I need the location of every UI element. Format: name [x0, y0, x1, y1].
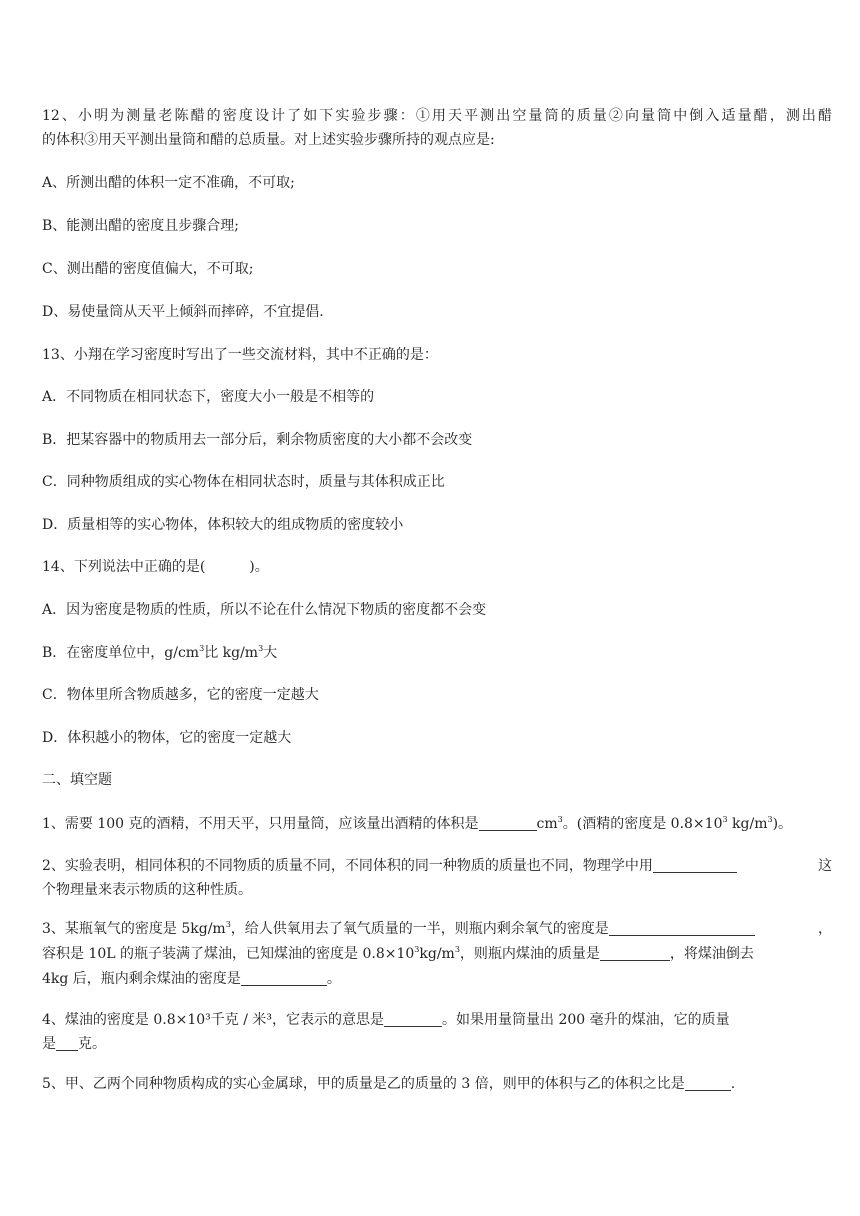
q14-stem-suffix: )。 — [249, 559, 269, 575]
q14-b-text-1: B．在密度单位中，g/cm — [42, 645, 200, 661]
fill-1-sup-1: 3 — [557, 815, 563, 824]
section-title: 二、填空题 — [42, 772, 112, 788]
q14-b-sup-1: 3 — [199, 644, 205, 653]
fill-3-blank-2 — [600, 946, 670, 961]
fill-4-text-2: 。如果用量筒量出 200 毫升的煤油，它的质量 — [442, 1012, 730, 1028]
fill-5-text-2: . — [730, 1076, 736, 1092]
fill-1-text-5: )。 — [772, 816, 793, 832]
fill-4-text-4: 克。 — [78, 1036, 106, 1052]
fill-2-text-2: 这 — [818, 858, 832, 874]
fill-2-blank — [653, 858, 737, 873]
fill-3-text-5: kg/m — [419, 946, 455, 962]
fill-3-sup-3: 3 — [454, 945, 460, 954]
fill-1-sup-2: 3 — [722, 815, 728, 824]
fill-4-text-1: 4、煤油的密度是 0.8×10³千克 / 米³，它表示的意思是 — [42, 1012, 385, 1028]
fill-4-line-1 — [42, 1011, 832, 1030]
q13-stem: 13、小翔在学习密度时写出了一些交流材料，其中不正确的是： — [42, 347, 438, 363]
q12-option-b: B、能测出醋的密度且步骤合理; — [42, 218, 240, 234]
fill-1-text-1: 1、需要 100 克的酒精，不用天平，只用量筒，应该量出酒精的体积是 — [42, 816, 479, 832]
q14-b-text-3: 大 — [263, 645, 278, 661]
fill-1-text-3: 。(酒精的密度是 0.8×10 — [562, 816, 723, 832]
fill-3-line-3 — [42, 970, 832, 989]
q13-option-c: C．同种物质组成的实心物体在相同状态时，质量与其体积成正比 — [42, 474, 445, 490]
fill-3-text-1: 3、某瓶氧气的密度是 5kg/m — [42, 921, 226, 937]
q14-option-b — [42, 644, 832, 663]
q13-option-a: A．不同物质在相同状态下，密度大小一般是不相等的 — [42, 389, 375, 405]
q14-stem — [42, 558, 832, 577]
fill-3-text-3: ， — [818, 921, 832, 937]
q14-option-a: A．因为密度是物质的性质，所以不论在什么情况下物质的密度都不会变 — [42, 602, 487, 618]
fill-3-text-2: ，给人供氧用去了氧气质量的一半，则瓶内剩余氧气的密度是 — [230, 921, 609, 937]
q13-option-d: D．质量相等的实心物体，体积较大的组成物质的密度较小 — [42, 517, 404, 533]
fill-3-text-9: 。 — [326, 971, 341, 987]
q12-option-d: D、易使量筒从天平上倾斜而摔碎，不宜提倡. — [42, 304, 324, 320]
fill-3-sup-2: 3 — [414, 945, 420, 954]
q14-stem-prefix: 14、下列说法中正确的是( — [42, 559, 206, 575]
fill-3-text-7: ，将煤油倒去 — [669, 946, 754, 962]
fill-1-blank — [479, 816, 537, 831]
fill-3-text-8: 4kg 后，瓶内剩余煤油的密度是 — [42, 971, 241, 987]
fill-1-sup-3: 3 — [767, 815, 773, 824]
q13-option-b: B．把某容器中的物质用去一部分后，剩余物质密度的大小都不会改变 — [42, 432, 473, 448]
fill-3-text-4: 容积是 10L 的瓶子装满了煤油，已知煤油的密度是 0.8×10 — [42, 946, 415, 962]
fill-2-text-1: 2、实验表明，相同体积的不同物质的质量不同，不同体积的同一种物质的质量也不同，物理学中用 — [42, 858, 653, 874]
fill-5-blank — [685, 1076, 731, 1091]
fill-5 — [42, 1075, 832, 1094]
fill-1-text-2: cm — [536, 816, 558, 832]
fill-3-blank-3 — [241, 971, 327, 986]
fill-3-line-2 — [42, 945, 832, 964]
q12-stem-line1: 12、小明为测量老陈醋的密度设计了如下实验步骤：①用天平测出空量筒的质量②向量筒中倒入适量醋，测出醋 — [42, 108, 832, 124]
q14-option-d: D．体积越小的物体，它的密度一定越大 — [42, 730, 292, 746]
q12-option-c: C、测出醋的密度值偏大，不可取; — [42, 261, 254, 277]
fill-4-line-2 — [42, 1035, 832, 1054]
fill-4-blank-1 — [384, 1012, 442, 1027]
fill-1-text-4: kg/m — [727, 816, 768, 832]
fill-5-text-1: 5、甲、乙两个同种物质构成的实心金属球，甲的质量是乙的质量的 3 倍，则甲的体积与乙的体积之比是 — [42, 1076, 685, 1092]
fill-1 — [42, 815, 832, 834]
fill-3-sup-1: 3 — [225, 920, 231, 929]
fill-3-blank-1 — [609, 921, 755, 936]
fill-3-line-1 — [42, 920, 832, 939]
q14-option-c: C．物体里所含物质越多，它的密度一定越大 — [42, 687, 319, 703]
fill-3-text-6: ，则瓶内煤油的质量是 — [459, 946, 600, 962]
q12-option-a: A、所测出醋的体积一定不准确，不可取; — [42, 175, 295, 191]
fill-4-text-3: 是 — [42, 1036, 56, 1052]
fill-4-blank-2 — [56, 1036, 78, 1051]
q12-stem-line2: 的体积③用天平测出量筒和醋的总质量。对上述实验步骤所持的观点应是: — [42, 132, 495, 148]
q14-b-text-2: 比 kg/m — [204, 645, 259, 661]
q14-b-sup-2: 3 — [258, 644, 264, 653]
fill-2-line-2: 个物理量来表示物质的这种性质。 — [42, 882, 252, 898]
fill-2-line-1 — [42, 857, 832, 876]
